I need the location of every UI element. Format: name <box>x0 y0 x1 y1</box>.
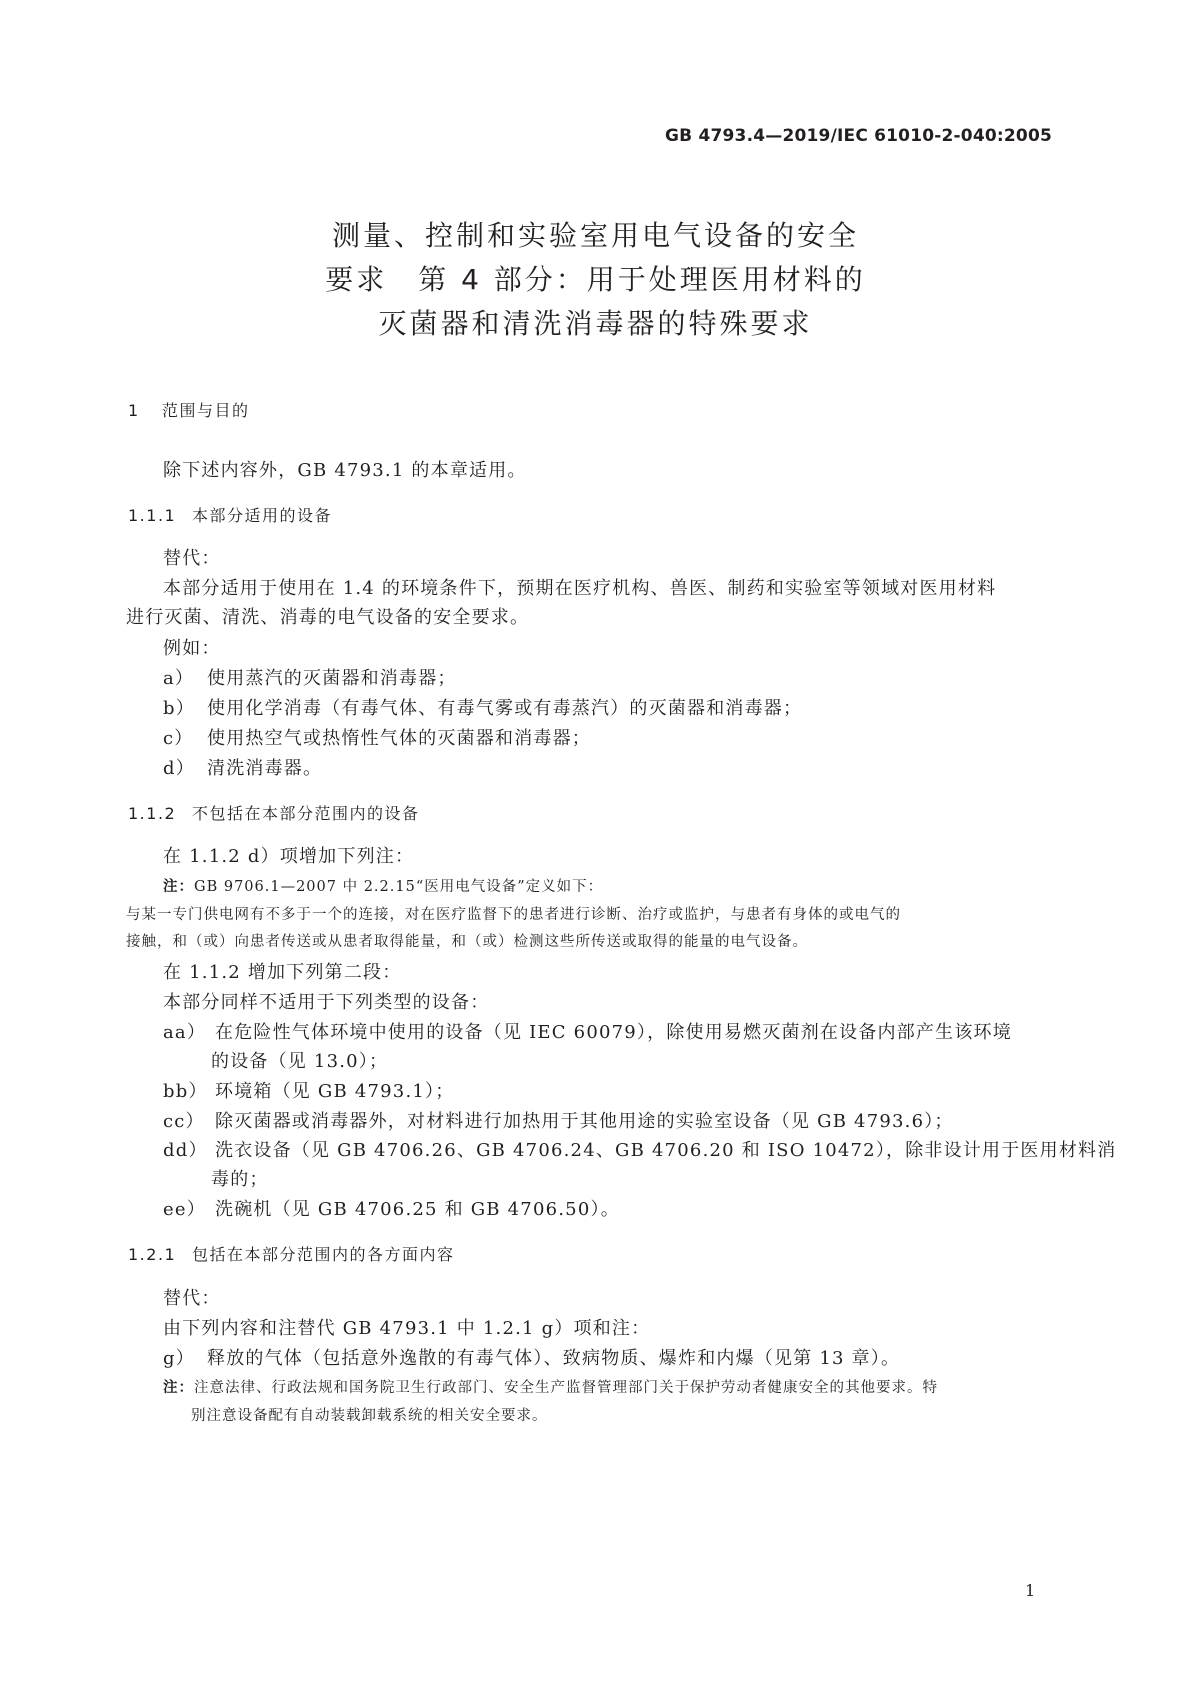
note-text: GB 9706.1—2007 中 2.2.15“医用电气设备”定义如下： <box>194 879 604 895</box>
list-item <box>163 754 322 780</box>
section-1-heading <box>128 398 250 421</box>
list-text-continuation: 的设备（见 13.0）； <box>211 1051 389 1072</box>
section-title: 本部分适用的设备 <box>192 506 333 525</box>
section-title: 包括在本部分范围内的各方面内容 <box>192 1245 455 1264</box>
note-text: 别注意设备配有自动装载卸载系统的相关安全要求。 <box>191 1408 548 1424</box>
page-number: 1 <box>1025 1581 1036 1600</box>
section-1-2-1-heading <box>128 1242 455 1265</box>
document-title-line-3: 灭菌器和清洗消毒器的特殊要求 <box>378 307 813 340</box>
list-marker: g） <box>163 1348 195 1369</box>
note <box>163 875 603 896</box>
section-number: 1.1.2 <box>128 804 177 823</box>
section-number: 1 <box>128 401 140 420</box>
note-label: 注： <box>163 1380 194 1396</box>
list-item <box>163 1077 454 1103</box>
list-item <box>163 1018 1012 1044</box>
list-text: 使用热空气或热惰性气体的灭菌器和消毒器； <box>207 728 591 749</box>
paragraph: 本部分适用于使用在 1.4 的环境条件下，预期在医疗机构、兽医、制药和实验室等领域对医用材料 <box>163 578 997 599</box>
section-number: 1.2.1 <box>128 1245 177 1264</box>
note-text: 接触，和（或）向患者传送或从患者取得能量，和（或）检测这些所传送或取得的能量的电气设备。 <box>126 934 808 950</box>
list-text: 清洗消毒器。 <box>207 758 323 779</box>
list-marker: a） <box>163 668 195 689</box>
list-marker: aa） <box>163 1022 207 1043</box>
list-marker: cc） <box>163 1111 205 1132</box>
section-number: 1.1.1 <box>128 506 177 525</box>
note-text: 与某一专门供电网有不多于一个的连接，对在医疗监督下的患者进行诊断、治疗或监护，与患者有身体的或电气的 <box>126 907 901 923</box>
note <box>163 1376 938 1397</box>
list-text: 使用化学消毒（有毒气体、有毒气雾或有毒蒸汽）的灭菌器和消毒器； <box>207 698 803 719</box>
paragraph-replace: 替代： <box>163 1288 221 1309</box>
list-text: 环境箱（见 GB 4793.1）； <box>215 1081 455 1102</box>
paragraph-replace: 替代： <box>163 548 221 569</box>
document-title-line-2: 要求 第 4 部分：用于处理医用材料的 <box>325 263 866 296</box>
list-marker: d） <box>163 758 195 779</box>
paragraph-example: 例如： <box>163 638 221 659</box>
list-text: 释放的气体（包括意外逸散的有毒气体）、致病物质、爆炸和内爆（见第 13 章）。 <box>207 1348 901 1369</box>
paragraph: 本部分同样不适用于下列类型的设备： <box>163 992 490 1013</box>
note-label: 注： <box>163 879 194 895</box>
list-marker: b） <box>163 698 195 719</box>
paragraph: 在 1.1.2 增加下列第二段： <box>163 962 402 983</box>
list-text: 使用蒸汽的灭菌器和消毒器； <box>207 668 457 689</box>
list-text: 在危险性气体环境中使用的设备（见 IEC 60079），除使用易燃灭菌剂在设备内部产生该环境 <box>215 1022 1012 1043</box>
list-marker: c） <box>163 728 194 749</box>
paragraph: 由下列内容和注替代 GB 4793.1 中 1.2.1 g）项和注： <box>163 1318 651 1339</box>
list-marker: dd） <box>163 1140 208 1161</box>
list-text: 洗碗机（见 GB 4706.25 和 GB 4706.50）。 <box>215 1199 620 1220</box>
note-text: 注意法律、行政法规和国务院卫生行政部门、安全生产监督管理部门关于保护劳动者健康安全的其他要求。特 <box>194 1380 938 1396</box>
list-item <box>163 694 802 720</box>
list-text-continuation: 毒的； <box>211 1169 269 1190</box>
list-item <box>163 724 591 750</box>
list-marker: bb） <box>163 1081 208 1102</box>
section-title: 不包括在本部分范围内的设备 <box>192 804 420 823</box>
document-title-line-1: 测量、控制和实验室用电气设备的安全 <box>331 219 859 252</box>
paragraph-continuation: 进行灭菌、清洗、消毒的电气设备的安全要求。 <box>126 607 530 628</box>
paragraph: 在 1.1.2 d）项增加下列注： <box>163 846 415 867</box>
section-1-1-1-heading <box>128 503 332 526</box>
list-text: 洗衣设备（见 GB 4706.26、GB 4706.24、GB 4706.20 和 ISO 10472），除非设计用于医用材料消 <box>215 1140 1117 1161</box>
section-1-1-2-heading <box>128 801 420 824</box>
paragraph: 除下述内容外，GB 4793.1 的本章适用。 <box>163 460 527 481</box>
list-item <box>163 664 457 690</box>
section-title: 范围与目的 <box>162 401 250 420</box>
list-item <box>163 1344 900 1370</box>
list-marker: ee） <box>163 1199 206 1220</box>
list-item <box>163 1136 1116 1162</box>
standard-number: GB 4793.4—2019/IEC 61010-2-040:2005 <box>665 126 1052 146</box>
list-item <box>163 1107 954 1133</box>
list-item <box>163 1195 620 1221</box>
list-text: 除灭菌器或消毒器外，对材料进行加热用于其他用途的实验室设备（见 GB 4793.6）； <box>215 1111 954 1132</box>
